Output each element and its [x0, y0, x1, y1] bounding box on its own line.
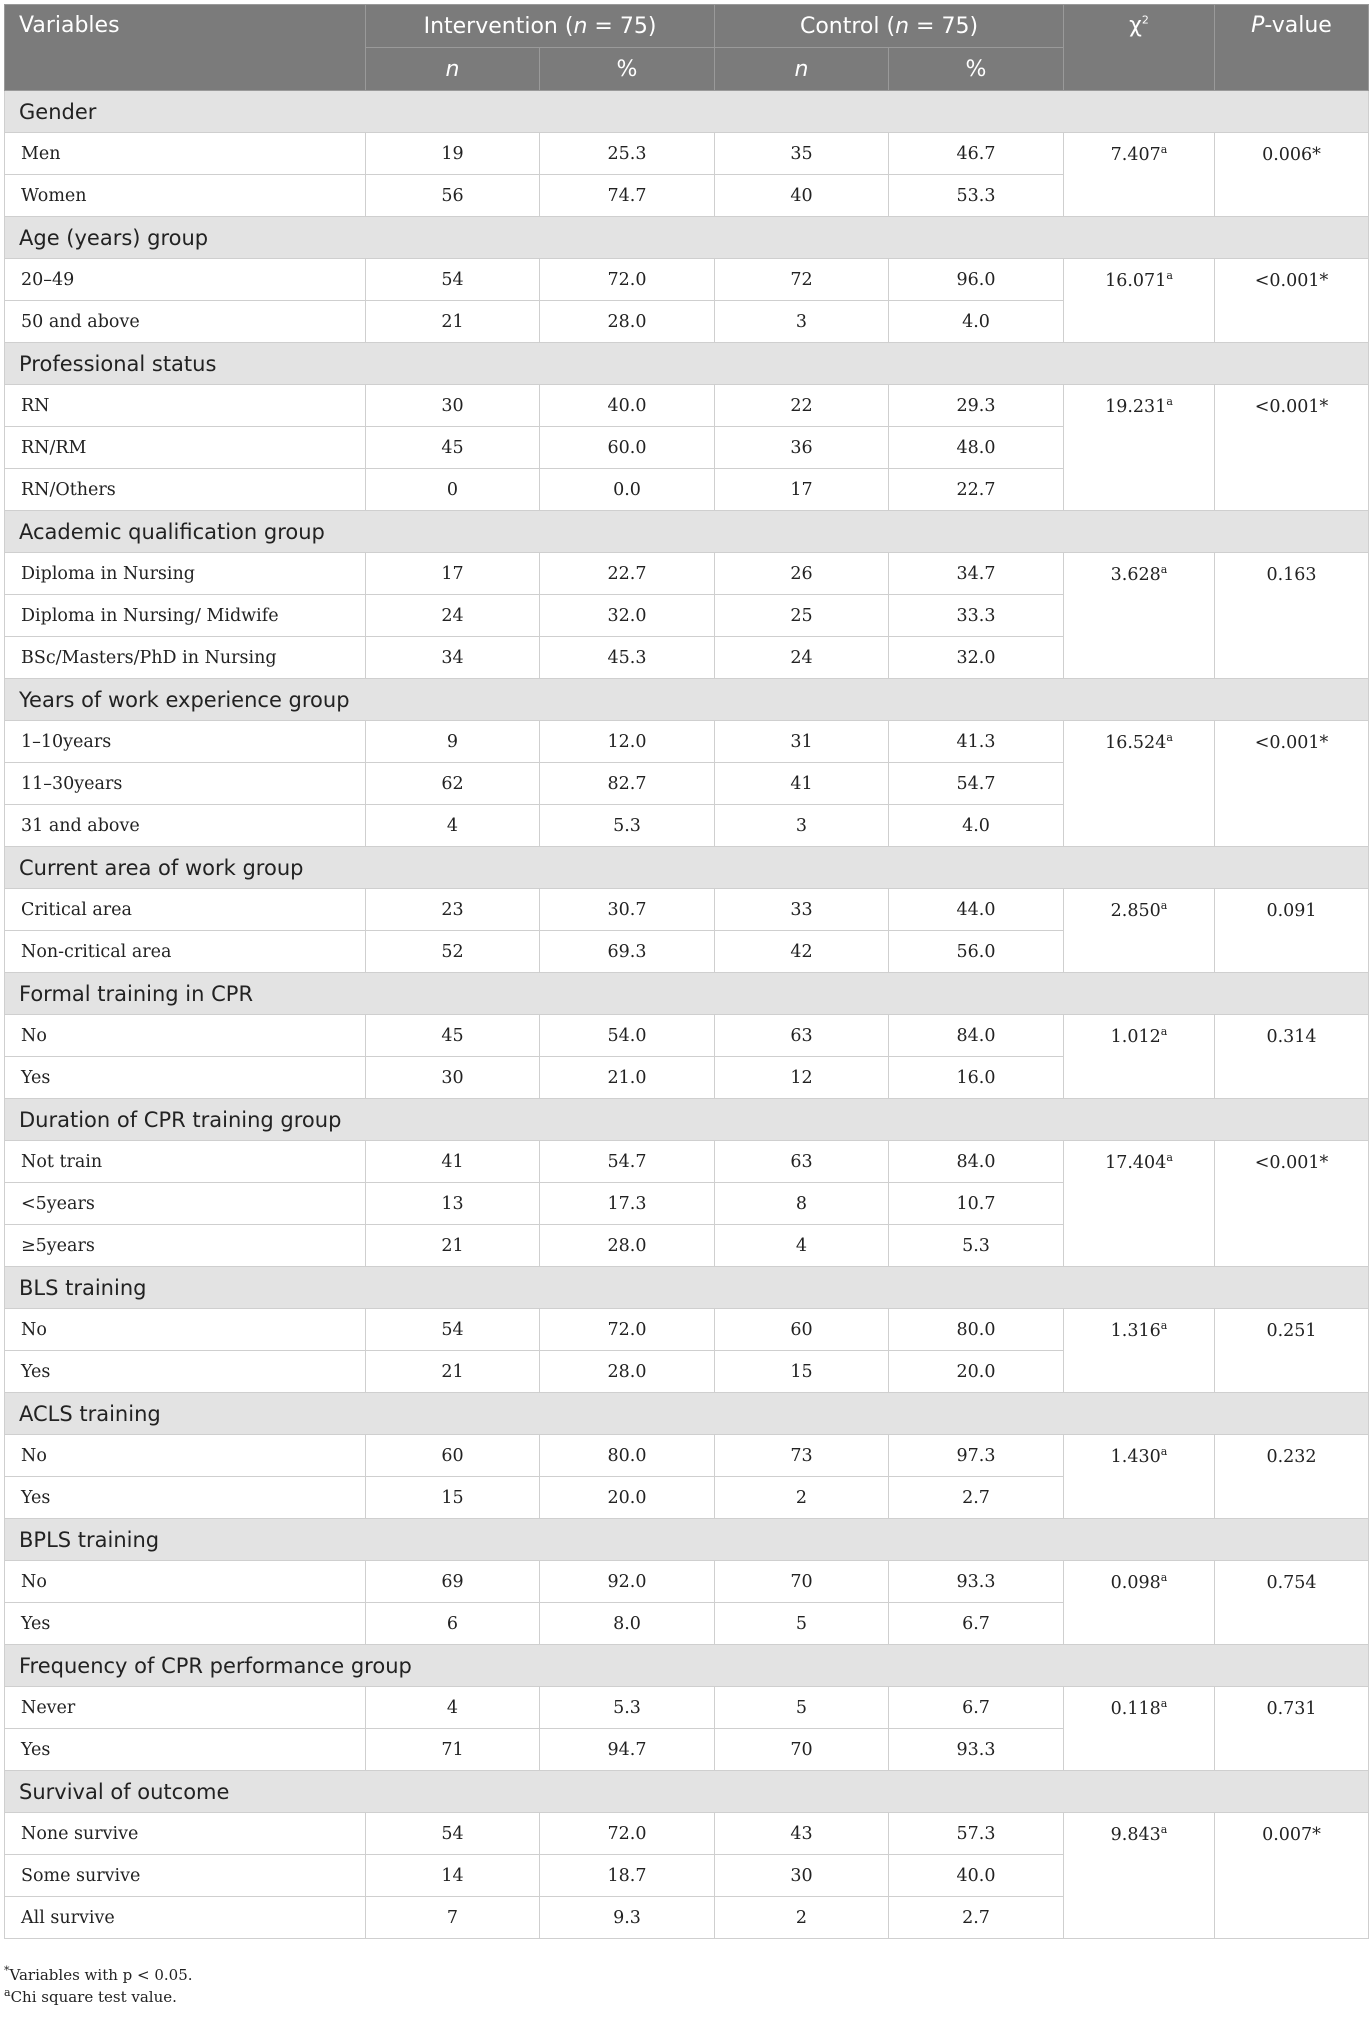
- intervention-pct-cell: 18.7: [540, 1855, 715, 1897]
- chi-square-footnote-mark: a: [1160, 143, 1168, 157]
- table-row: [5, 1561, 1369, 1603]
- control-pct-cell: 16.0: [889, 1057, 1064, 1099]
- intervention-n-cell: 30: [366, 1057, 540, 1099]
- row-label: No: [5, 1561, 366, 1603]
- chi-square-value: 2.850: [1110, 901, 1161, 921]
- table-row: [5, 1813, 1369, 1855]
- intervention-pct-cell: 54.7: [540, 1141, 715, 1183]
- chi-square-footnote-mark: a: [1160, 1697, 1168, 1711]
- control-n-cell: 3: [715, 805, 889, 847]
- control-n-cell: 2: [715, 1477, 889, 1519]
- control-n-cell: 30: [715, 1855, 889, 1897]
- intervention-pct-cell: 80.0: [540, 1435, 715, 1477]
- chi-square-cell: [1064, 1813, 1215, 1939]
- table-row: [5, 1015, 1369, 1057]
- intervention-pct-cell: 28.0: [540, 1351, 715, 1393]
- chi-symbol: χ: [1129, 13, 1142, 38]
- control-pct-cell: 34.7: [889, 553, 1064, 595]
- table-row: [5, 1141, 1369, 1183]
- control-pct-cell: 2.7: [889, 1477, 1064, 1519]
- intervention-n-cell: 60: [366, 1435, 540, 1477]
- chi-square-footnote-mark: a: [1160, 899, 1168, 913]
- section-row: [5, 511, 1369, 553]
- intervention-n-cell: 21: [366, 301, 540, 343]
- chi-square-value: 3.628: [1110, 565, 1161, 585]
- control-n-cell: 60: [715, 1309, 889, 1351]
- row-label: Men: [5, 133, 366, 175]
- row-label: Yes: [5, 1351, 366, 1393]
- table-row: [5, 553, 1369, 595]
- intervention-pct-cell: 28.0: [540, 1225, 715, 1267]
- demographics-table: [4, 4, 1369, 1939]
- intervention-pct-cell: 30.7: [540, 889, 715, 931]
- p-value-cell: <0.001*: [1215, 1141, 1369, 1267]
- control-pct-cell: 32.0: [889, 637, 1064, 679]
- chi-square-cell: [1064, 553, 1215, 679]
- row-label: <5years: [5, 1183, 366, 1225]
- chi-square-value: 7.407: [1110, 145, 1161, 165]
- row-label: Never: [5, 1687, 366, 1729]
- control-pct-cell: 96.0: [889, 259, 1064, 301]
- control-pct-cell: 48.0: [889, 427, 1064, 469]
- section-title: Gender: [5, 91, 1369, 133]
- section-title: Years of work experience group: [5, 679, 1369, 721]
- control-pct-cell: 44.0: [889, 889, 1064, 931]
- table-row: [5, 1309, 1369, 1351]
- row-label: No: [5, 1309, 366, 1351]
- row-label: 50 and above: [5, 301, 366, 343]
- row-label: Yes: [5, 1057, 366, 1099]
- chi-square-footnote-mark: a: [1160, 1823, 1168, 1837]
- chi-square-footnote-mark: a: [1166, 731, 1173, 745]
- section-row: [5, 847, 1369, 889]
- intervention-n-cell: 13: [366, 1183, 540, 1225]
- row-label: Yes: [5, 1477, 366, 1519]
- intervention-pct-cell: 69.3: [540, 931, 715, 973]
- control-pct-cell: 53.3: [889, 175, 1064, 217]
- intervention-n-cell: 45: [366, 427, 540, 469]
- chi-square-footnote-mark: a: [1160, 1025, 1168, 1039]
- variables-header: Variables: [5, 5, 366, 91]
- control-n-cell: 43: [715, 1813, 889, 1855]
- control-n-cell: 63: [715, 1141, 889, 1183]
- footnote-significance: [4, 1964, 1368, 1986]
- intervention-n-cell: 62: [366, 763, 540, 805]
- intervention-pct-cell: 82.7: [540, 763, 715, 805]
- footnotes: [4, 1964, 1368, 2008]
- control-n-cell: 8: [715, 1183, 889, 1225]
- row-label: RN: [5, 385, 366, 427]
- chi-square-cell: [1064, 259, 1215, 343]
- row-label: Yes: [5, 1603, 366, 1645]
- control-n-cell: 17: [715, 469, 889, 511]
- control-n-cell: 24: [715, 637, 889, 679]
- section-row: [5, 1099, 1369, 1141]
- section-row: [5, 217, 1369, 259]
- section-row: [5, 973, 1369, 1015]
- intervention-pct-cell: 72.0: [540, 1813, 715, 1855]
- intervention-pct-cell: 25.3: [540, 133, 715, 175]
- row-label: ≥5years: [5, 1225, 366, 1267]
- intervention-n-cell: 7: [366, 1897, 540, 1939]
- p-value-cell: 0.251: [1215, 1309, 1369, 1393]
- intervention-pct-cell: 72.0: [540, 1309, 715, 1351]
- section-title: BPLS training: [5, 1519, 1369, 1561]
- intervention-n-cell: 21: [366, 1351, 540, 1393]
- intervention-n-cell: 4: [366, 805, 540, 847]
- chi-square-value: 19.231: [1105, 397, 1167, 417]
- chi-square-cell: [1064, 1141, 1215, 1267]
- control-pct-cell: 20.0: [889, 1351, 1064, 1393]
- control-n-cell: 5: [715, 1603, 889, 1645]
- control-n-cell: 63: [715, 1015, 889, 1057]
- table-row: [5, 889, 1369, 931]
- section-row: [5, 343, 1369, 385]
- intervention-n-cell: 56: [366, 175, 540, 217]
- chi-square-value: 1.316: [1110, 1321, 1161, 1341]
- control-pct-cell: 54.7: [889, 763, 1064, 805]
- chi-square-cell: [1064, 1015, 1215, 1099]
- intervention-pct-cell: 45.3: [540, 637, 715, 679]
- intervention-n-cell: 41: [366, 1141, 540, 1183]
- row-label: Critical area: [5, 889, 366, 931]
- intervention-n-cell: 52: [366, 931, 540, 973]
- intervention-pct-cell: 54.0: [540, 1015, 715, 1057]
- chi-square-cell: [1064, 133, 1215, 217]
- row-label: No: [5, 1015, 366, 1057]
- footnote-star-mark: *: [4, 1964, 10, 1977]
- row-label: 1–10years: [5, 721, 366, 763]
- control-n-cell: 5: [715, 1687, 889, 1729]
- intervention-n-cell: 71: [366, 1729, 540, 1771]
- row-label: Not train: [5, 1141, 366, 1183]
- chi-square-cell: [1064, 889, 1215, 973]
- section-title: Current area of work group: [5, 847, 1369, 889]
- intervention-pct-cell: 5.3: [540, 1687, 715, 1729]
- section-title: Duration of CPR training group: [5, 1099, 1369, 1141]
- footnote-a-text: Chi square test value.: [10, 1988, 177, 2006]
- p-value-header: [1215, 5, 1369, 91]
- control-pct-cell: 46.7: [889, 133, 1064, 175]
- footnote-chi-square: [4, 1986, 1368, 2008]
- row-label: Women: [5, 175, 366, 217]
- p-value-cell: 0.314: [1215, 1015, 1369, 1099]
- control-n-cell: 35: [715, 133, 889, 175]
- chi-square-footnote-mark: a: [1160, 563, 1168, 577]
- row-label: Diploma in Nursing/ Midwife: [5, 595, 366, 637]
- intervention-n-letter: n: [573, 13, 588, 39]
- chi-square-cell: [1064, 1435, 1215, 1519]
- control-n-cell: 26: [715, 553, 889, 595]
- row-label: Non-critical area: [5, 931, 366, 973]
- footnote-star-text: Variables with p < 0.05.: [9, 1966, 193, 1984]
- control-pct-cell: 93.3: [889, 1729, 1064, 1771]
- control-pct-cell: 56.0: [889, 931, 1064, 973]
- control-pct-cell: 4.0: [889, 301, 1064, 343]
- control-label: Control (: [799, 13, 896, 39]
- section-title: Professional status: [5, 343, 1369, 385]
- chi-square-value: 16.524: [1105, 733, 1167, 753]
- control-n-cell: 12: [715, 1057, 889, 1099]
- p-value-cell: 0.163: [1215, 553, 1369, 679]
- chi-square-value: 9.843: [1110, 1825, 1161, 1845]
- intervention-pct-cell: 20.0: [540, 1477, 715, 1519]
- control-n-cell: 36: [715, 427, 889, 469]
- table-row: [5, 385, 1369, 427]
- chi-square-footnote-mark: a: [1160, 1319, 1168, 1333]
- control-n-cell: 3: [715, 301, 889, 343]
- chi-square-value: 16.071: [1105, 271, 1167, 291]
- control-n-cell: 15: [715, 1351, 889, 1393]
- intervention-n-cell: 24: [366, 595, 540, 637]
- chi-square-footnote-mark: a: [1160, 1571, 1168, 1585]
- intervention-n-subheader: n: [366, 48, 540, 91]
- row-label: 20–49: [5, 259, 366, 301]
- intervention-pct-cell: 60.0: [540, 427, 715, 469]
- intervention-n-cell: 0: [366, 469, 540, 511]
- row-label: 31 and above: [5, 805, 366, 847]
- control-pct-cell: 97.3: [889, 1435, 1064, 1477]
- intervention-pct-cell: 8.0: [540, 1603, 715, 1645]
- table-row: [5, 721, 1369, 763]
- intervention-pct-cell: 92.0: [540, 1561, 715, 1603]
- section-title: BLS training: [5, 1267, 1369, 1309]
- intervention-n-cell: 54: [366, 1309, 540, 1351]
- p-value-cell: <0.001*: [1215, 721, 1369, 847]
- intervention-n-cell: 15: [366, 1477, 540, 1519]
- intervention-n-cell: 30: [366, 385, 540, 427]
- intervention-n-cell: 17: [366, 553, 540, 595]
- table-body: [5, 91, 1369, 1939]
- intervention-pct-cell: 21.0: [540, 1057, 715, 1099]
- intervention-pct-cell: 94.7: [540, 1729, 715, 1771]
- intervention-pct-cell: 40.0: [540, 385, 715, 427]
- intervention-n-cell: 45: [366, 1015, 540, 1057]
- p-value-cell: <0.001*: [1215, 385, 1369, 511]
- control-pct-cell: 29.3: [889, 385, 1064, 427]
- p-value-cell: 0.731: [1215, 1687, 1369, 1771]
- row-label: Yes: [5, 1729, 366, 1771]
- table-row: [5, 1435, 1369, 1477]
- chi-square-value: 0.118: [1110, 1699, 1161, 1719]
- chi-square-value: 0.098: [1110, 1573, 1161, 1593]
- control-pct-subheader: %: [889, 48, 1064, 91]
- section-row: [5, 1519, 1369, 1561]
- chi-square-footnote-mark: a: [1166, 269, 1173, 283]
- control-n-letter: n: [895, 13, 910, 39]
- control-pct-cell: 6.7: [889, 1603, 1064, 1645]
- p-value-cell: 0.091: [1215, 889, 1369, 973]
- control-n-cell: 40: [715, 175, 889, 217]
- section-row: [5, 91, 1369, 133]
- control-n-cell: 42: [715, 931, 889, 973]
- section-row: [5, 1393, 1369, 1435]
- intervention-n-cell: 4: [366, 1687, 540, 1729]
- row-label: RN/RM: [5, 427, 366, 469]
- row-label: None survive: [5, 1813, 366, 1855]
- control-pct-cell: 93.3: [889, 1561, 1064, 1603]
- intervention-n-cell: 34: [366, 637, 540, 679]
- row-label: 11–30years: [5, 763, 366, 805]
- control-pct-cell: 4.0: [889, 805, 1064, 847]
- control-n-cell: 22: [715, 385, 889, 427]
- control-pct-cell: 84.0: [889, 1141, 1064, 1183]
- control-pct-cell: 41.3: [889, 721, 1064, 763]
- intervention-n-cell: 9: [366, 721, 540, 763]
- control-n-cell: 72: [715, 259, 889, 301]
- control-pct-cell: 5.3: [889, 1225, 1064, 1267]
- intervention-pct-cell: 0.0: [540, 469, 715, 511]
- control-pct-cell: 6.7: [889, 1687, 1064, 1729]
- section-title: Survival of outcome: [5, 1771, 1369, 1813]
- control-n-cell: 33: [715, 889, 889, 931]
- intervention-n-cell: 6: [366, 1603, 540, 1645]
- chi-square-cell: [1064, 1687, 1215, 1771]
- row-label: BSc/Masters/PhD in Nursing: [5, 637, 366, 679]
- section-title: Formal training in CPR: [5, 973, 1369, 1015]
- section-title: ACLS training: [5, 1393, 1369, 1435]
- intervention-pct-cell: 32.0: [540, 595, 715, 637]
- control-pct-cell: 33.3: [889, 595, 1064, 637]
- intervention-label: Intervention (: [423, 13, 574, 39]
- chi-exponent: 2: [1141, 13, 1149, 27]
- p-suffix: -value: [1264, 13, 1332, 38]
- intervention-header: [366, 5, 715, 48]
- intervention-pct-cell: 5.3: [540, 805, 715, 847]
- control-n-cell: 4: [715, 1225, 889, 1267]
- p-value-cell: 0.232: [1215, 1435, 1369, 1519]
- intervention-pct-cell: 9.3: [540, 1897, 715, 1939]
- section-row: [5, 1267, 1369, 1309]
- intervention-n-value: = 75): [587, 13, 657, 39]
- section-row: [5, 679, 1369, 721]
- p-letter: P: [1251, 13, 1265, 38]
- table-row: [5, 1687, 1369, 1729]
- control-pct-cell: 22.7: [889, 469, 1064, 511]
- intervention-pct-cell: 72.0: [540, 259, 715, 301]
- row-label: No: [5, 1435, 366, 1477]
- intervention-pct-cell: 22.7: [540, 553, 715, 595]
- control-n-cell: 31: [715, 721, 889, 763]
- p-value-cell: 0.754: [1215, 1561, 1369, 1645]
- section-title: Academic qualification group: [5, 511, 1369, 553]
- control-n-cell: 25: [715, 595, 889, 637]
- chi-square-footnote-mark: a: [1160, 1445, 1168, 1459]
- p-value-cell: 0.007*: [1215, 1813, 1369, 1939]
- control-n-cell: 70: [715, 1561, 889, 1603]
- intervention-n-cell: 54: [366, 259, 540, 301]
- intervention-pct-cell: 17.3: [540, 1183, 715, 1225]
- control-pct-cell: 80.0: [889, 1309, 1064, 1351]
- intervention-n-cell: 23: [366, 889, 540, 931]
- intervention-pct-cell: 12.0: [540, 721, 715, 763]
- intervention-pct-cell: 28.0: [540, 301, 715, 343]
- table-header: [5, 5, 1369, 91]
- control-pct-cell: 10.7: [889, 1183, 1064, 1225]
- row-label: All survive: [5, 1897, 366, 1939]
- chi-square-footnote-mark: a: [1166, 395, 1173, 409]
- section-row: [5, 1771, 1369, 1813]
- control-pct-cell: 2.7: [889, 1897, 1064, 1939]
- intervention-n-cell: 54: [366, 1813, 540, 1855]
- chi-square-value: 17.404: [1105, 1153, 1167, 1173]
- table-row: [5, 133, 1369, 175]
- chi-square-cell: [1064, 721, 1215, 847]
- chi-square-cell: [1064, 1561, 1215, 1645]
- chi-square-value: 1.430: [1110, 1447, 1161, 1467]
- control-pct-cell: 57.3: [889, 1813, 1064, 1855]
- control-n-cell: 70: [715, 1729, 889, 1771]
- row-label: RN/Others: [5, 469, 366, 511]
- chi-square-cell: [1064, 385, 1215, 511]
- control-pct-cell: 84.0: [889, 1015, 1064, 1057]
- control-n-value: = 75): [909, 13, 979, 39]
- intervention-pct-cell: 74.7: [540, 175, 715, 217]
- control-pct-cell: 40.0: [889, 1855, 1064, 1897]
- section-row: [5, 1645, 1369, 1687]
- chi-square-cell: [1064, 1309, 1215, 1393]
- control-n-cell: 41: [715, 763, 889, 805]
- intervention-pct-subheader: %: [540, 48, 715, 91]
- intervention-n-cell: 21: [366, 1225, 540, 1267]
- chi-square-footnote-mark: a: [1166, 1151, 1173, 1165]
- chi-square-value: 1.012: [1110, 1027, 1161, 1047]
- p-value-cell: 0.006*: [1215, 133, 1369, 217]
- row-label: Diploma in Nursing: [5, 553, 366, 595]
- intervention-n-cell: 69: [366, 1561, 540, 1603]
- control-n-cell: 2: [715, 1897, 889, 1939]
- control-n-cell: 73: [715, 1435, 889, 1477]
- footnote-a-mark: a: [4, 1986, 11, 1999]
- row-label: Some survive: [5, 1855, 366, 1897]
- section-title: Age (years) group: [5, 217, 1369, 259]
- table-row: [5, 259, 1369, 301]
- p-value-cell: <0.001*: [1215, 259, 1369, 343]
- intervention-n-cell: 19: [366, 133, 540, 175]
- control-header: [715, 5, 1064, 48]
- table-container: [4, 4, 1368, 1939]
- intervention-n-cell: 14: [366, 1855, 540, 1897]
- chi-square-header: [1064, 5, 1215, 91]
- control-n-subheader: n: [715, 48, 889, 91]
- section-title: Frequency of CPR performance group: [5, 1645, 1369, 1687]
